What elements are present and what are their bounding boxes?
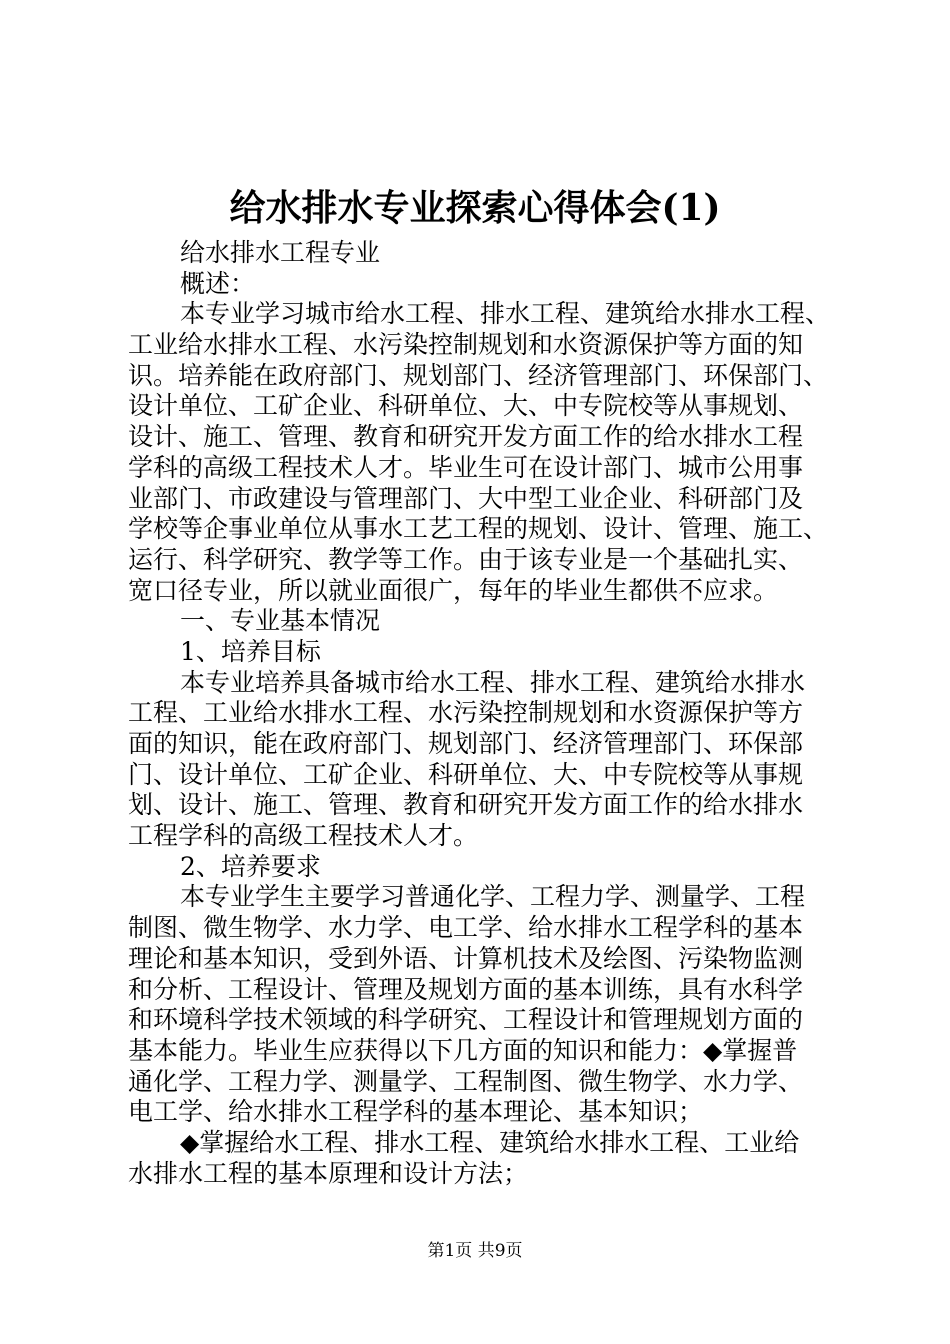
text-line: 设计、施工、管理、教育和研究开发方面工作的给水排水工程 [128, 422, 804, 452]
text-line: 和分析、工程设计、管理及规划方面的基本训练，具有水科学 [128, 974, 804, 1004]
text-line: 通化学、工程力学、测量学、工程制图、微生物学、水力学、 [128, 1066, 804, 1096]
text-line: 工程学科的高级工程技术人才。 [128, 821, 479, 851]
text-line: 工业给水排水工程、水污染控制规划和水资源保护等方面的知 [128, 330, 804, 360]
text-line: 学科的高级工程技术人才。毕业生可在设计部门、城市公用事 [128, 452, 804, 482]
page-footer: 第1页 共9页 [427, 1241, 523, 1261]
text-line: 工程、工业给水排水工程、水污染控制规划和水资源保护等方 [128, 698, 804, 728]
text-line: 和环境科学技术领域的科学研究、工程设计和管理规划方面的 [128, 1005, 804, 1035]
text-line: 本专业学生主要学习普通化学、工程力学、测量学、工程 [180, 882, 806, 912]
text-line: 本专业学习城市给水工程、排水工程、建筑给水排水工程、 [180, 299, 831, 329]
text-line: 电工学、给水排水工程学科的基本理论、基本知识； [128, 1097, 704, 1127]
text-line: 设计单位、工矿企业、科研单位、大、中专院校等从事规划、 [128, 391, 804, 421]
text-line: 识。培养能在政府部门、规划部门、经济管理部门、环保部门、 [128, 360, 829, 390]
text-line: 给水排水工程专业 [180, 238, 381, 267]
text-line: 运行、科学研究、教学等工作。由于该专业是一个基础扎实、 [128, 544, 804, 574]
document-body [128, 238, 848, 1189]
text-line: 业部门、市政建设与管理部门、大中型工业企业、科研部门及 [128, 483, 804, 513]
text-line: ◆掌握给水工程、排水工程、建筑给水排水工程、工业给 [180, 1127, 800, 1157]
text-line: 制图、微生物学、水力学、电工学、给水排水工程学科的基本 [128, 913, 804, 943]
page-title: 给水排水专业探索心得体会(1) [229, 187, 721, 229]
text-line: 划、设计、施工、管理、教育和研究开发方面工作的给水排水 [128, 790, 804, 820]
text-line: 本专业培养具备城市给水工程、排水工程、建筑给水排水 [180, 667, 806, 697]
text-line: 门、设计单位、工矿企业、科研单位、大、中专院校等从事规 [128, 759, 804, 789]
text-line: 学校等企事业单位从事水工艺工程的规划、设计、管理、施工、 [128, 514, 829, 544]
text-line: 一、专业基本情况 [180, 606, 381, 636]
text-line: 概述： [180, 268, 256, 298]
text-line: 2、培养要求 [180, 851, 321, 881]
text-line: 面的知识，能在政府部门、规划部门、经济管理部门、环保部 [128, 729, 804, 758]
text-line: 基本能力。毕业生应获得以下几方面的知识和能力：◆掌握普 [128, 1035, 798, 1065]
text-line: 理论和基本知识，受到外语、计算机技术及绘图、污染物监测 [128, 943, 804, 973]
text-line: 水排水工程的基本原理和设计方法； [128, 1158, 529, 1188]
text-line: 宽口径专业，所以就业面很广，每年的毕业生都供不应求。 [128, 575, 779, 605]
text-line: 1、培养目标 [180, 636, 321, 666]
